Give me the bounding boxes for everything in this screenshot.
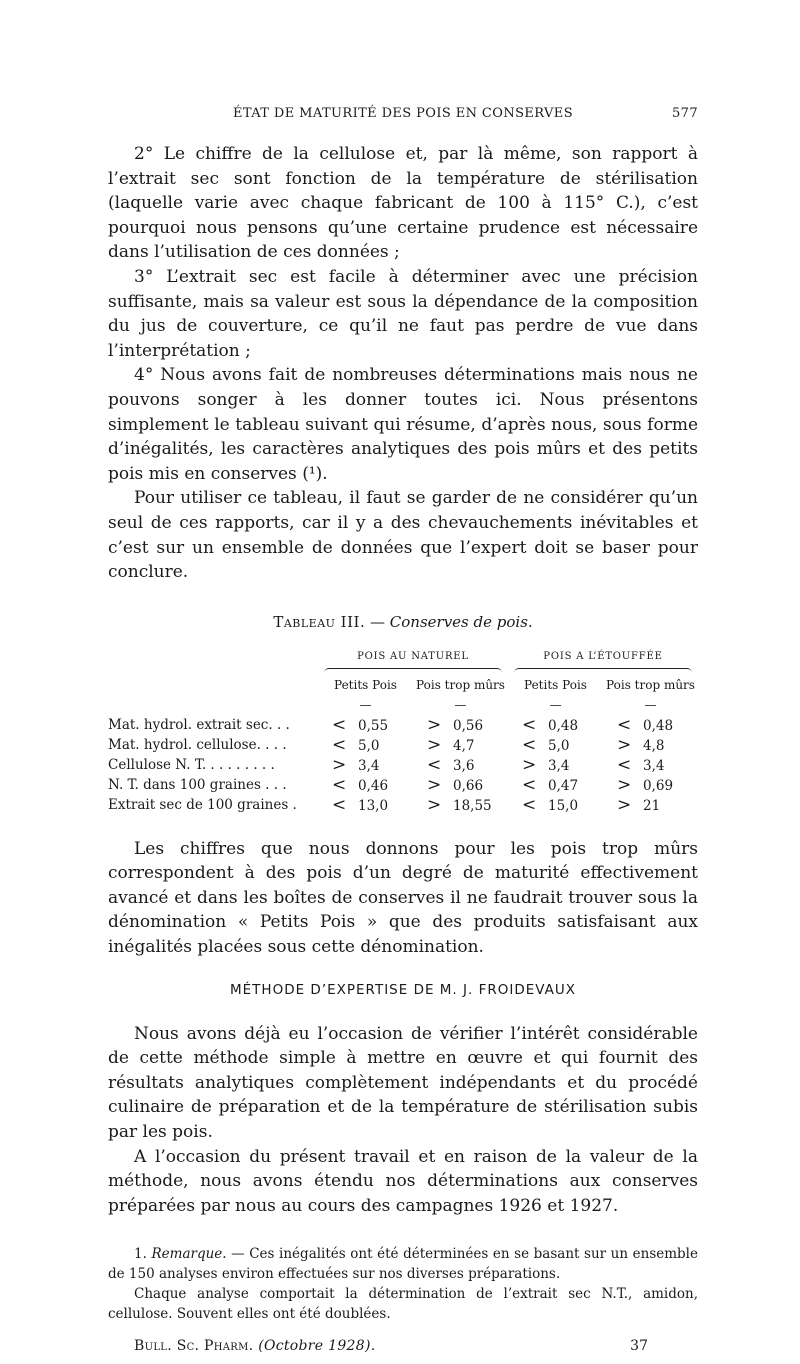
row-label: Mat. hydrol. cellulose. . . . <box>108 736 287 753</box>
table-cell <box>318 775 413 795</box>
inequality-sign: < <box>427 754 442 775</box>
table-cell <box>508 775 603 795</box>
inequality-sign: > <box>427 714 442 735</box>
table-cell <box>318 735 413 755</box>
footnote-label: Remarque. <box>151 1246 227 1263</box>
dash-marker: — <box>454 697 467 712</box>
cell-value: 3,6 <box>453 757 475 774</box>
inequality-sign: > <box>617 794 632 815</box>
table-cell <box>413 715 508 735</box>
cell-value: 5,0 <box>548 737 570 754</box>
inequality-sign: > <box>617 774 632 795</box>
inequality-sign: < <box>522 794 537 815</box>
table-cell <box>508 715 603 735</box>
inequality-sign: > <box>427 734 442 755</box>
table-cell <box>603 715 698 735</box>
inequality-sign: > <box>427 794 442 815</box>
inequality-sign: < <box>522 774 537 795</box>
dash-marker: — <box>359 697 372 712</box>
section-paragraph-1: Nous avons déjà eu l’occasion de vérifier l’intérêt considérable de cette méthode simple à mettre en œuvre et qui fournit des résultats analytiques complètement indépendants et du procédé culinaire de préparation et de la température de stérilisation subis par les pois. <box>108 1023 698 1143</box>
page <box>108 102 698 1364</box>
table-cell <box>603 755 698 775</box>
running-header <box>108 102 698 128</box>
cell-value: 3,4 <box>643 757 665 774</box>
section-title: MÉTHODE D’EXPERTISE DE M. J. FROIDEVAUX <box>230 981 576 998</box>
page-number: 577 <box>671 106 698 121</box>
table-cell <box>413 755 508 775</box>
table-cell <box>318 755 413 775</box>
table-cell <box>413 735 508 755</box>
table-cell <box>318 715 413 735</box>
subheader-petits-pois-naturel: Petits Pois <box>334 677 397 692</box>
cell-value: 0,56 <box>453 717 484 734</box>
cell-value: 4,7 <box>453 737 475 754</box>
table-cell <box>508 735 603 755</box>
footnote-text-1: — Ces inégalités ont été déterminées en se basant sur un ensemble de 150 analyses environ effectuées sur nos diverses préparations. <box>108 1246 698 1283</box>
paragraph-2: 2° Le chiffre de la cellulose et, par là même, son rapport à l’extrait sec sont fonction de la température de stérilisation (laquelle varie avec chaque fabricant de 100 à 115° C.), c’est pourquoi nous pensons qu’une certaine prudence est nécessaire dans l’utilisation de ces données ; <box>108 144 698 263</box>
dash-marker: — <box>549 697 562 712</box>
inequality-sign: < <box>617 754 632 775</box>
cell-value: 3,4 <box>358 757 380 774</box>
paragraph-4: 4° Nous avons fait de nombreuses déterminations mais nous ne pouvons songer à les donner toutes ici. Nous présentons simplement le tableau suivant qui résume, d’après nous, sous forme d’inégalités, les caractères analytiques des pois mûrs et des petits pois mis en conserves (¹). <box>108 365 698 484</box>
cell-value: 0,46 <box>358 777 389 794</box>
footnote-1 <box>108 1244 698 1284</box>
section-paragraph-2: A l’occasion du présent travail et en raison de la valeur de la méthode, nous avons étendu nos déterminations aux conserves préparées par nous au cours des campagnes 1926 et 1927. <box>108 1146 698 1216</box>
table-cell <box>603 775 698 795</box>
inequality-sign: < <box>522 734 537 755</box>
table-cell <box>413 795 508 815</box>
cell-value: 0,48 <box>643 717 674 734</box>
inequality-sign: < <box>332 714 347 735</box>
row-label: Mat. hydrol. extrait sec. . . <box>108 716 290 733</box>
table-iii <box>108 647 698 815</box>
row-label: Cellulose N. T. . . . . . . . . <box>108 756 275 773</box>
group-header-naturel: POIS AU NATUREL <box>357 651 469 663</box>
table-caption-title: Conserves de pois. <box>389 612 533 631</box>
running-title: ÉTAT DE MATURITÉ DES POIS EN CONSERVES <box>232 106 574 121</box>
group-brace-naturel <box>318 667 508 675</box>
cell-value: 21 <box>643 797 661 814</box>
group-brace-etouffee <box>508 667 698 675</box>
table-row <box>108 755 698 775</box>
row-label: N. T. dans 100 graines . . . <box>108 776 287 793</box>
journal-date: (Octobre 1928). <box>258 1338 376 1355</box>
inequality-sign: > <box>617 734 632 755</box>
inequality-sign: < <box>522 714 537 735</box>
page-footer <box>108 1334 698 1364</box>
inequality-sign: < <box>332 774 347 795</box>
journal-reference <box>134 1338 375 1354</box>
inequality-sign: > <box>427 774 442 795</box>
signature-number: 37 <box>630 1338 648 1355</box>
inequality-sign: < <box>332 734 347 755</box>
cell-value: 13,0 <box>358 797 389 814</box>
journal-abbrev: Bull. Sc. Pharm. <box>134 1338 254 1355</box>
cell-value: 0,48 <box>548 717 579 734</box>
inequality-sign: > <box>332 754 347 775</box>
table-row <box>108 715 698 735</box>
table-cell <box>318 795 413 815</box>
cell-value: 18,55 <box>453 797 492 814</box>
subheader-trop-murs-naturel: Pois trop mûrs <box>416 677 505 692</box>
cell-value: 0,55 <box>358 717 389 734</box>
cell-value: 4,8 <box>643 737 665 754</box>
cell-value: 3,4 <box>548 757 570 774</box>
subheader-petits-pois-etouffee: Petits Pois <box>524 677 587 692</box>
cell-value: 0,69 <box>643 777 674 794</box>
cell-value: 0,66 <box>453 777 484 794</box>
table-row <box>108 735 698 755</box>
paragraph-3: 3° L’extrait sec est facile à déterminer avec une précision suffisante, mais sa valeur est sous la dépendance de la composition du jus de couverture, ce qu’il ne faut pas perdre de vue dans l’interprétation ; <box>108 266 698 361</box>
row-label: Extrait sec de 100 graines . <box>108 796 297 813</box>
paragraph-usage: Pour utiliser ce tableau, il faut se garder de ne considérer qu’un seul de ces rapports, car il y a des chevauchements inévitables et c’est sur un ensemble de données que l’expert doit se baser pour conclure. <box>108 488 698 583</box>
footnote-marker: 1. <box>134 1246 147 1263</box>
subheader-trop-murs-etouffee: Pois trop mûrs <box>606 677 695 692</box>
table-caption-label: Tableau III. <box>273 612 366 631</box>
table-caption-sep: — <box>370 612 386 631</box>
table-cell <box>603 735 698 755</box>
dash-marker: — <box>644 697 657 712</box>
table-caption <box>108 613 698 631</box>
inequality-sign: < <box>617 714 632 735</box>
cell-value: 0,47 <box>548 777 579 794</box>
table-cell <box>508 795 603 815</box>
table-row <box>108 775 698 795</box>
paragraph-after-table: Les chiffres que nous donnons pour les pois trop mûrs correspondent à des pois d’un degré de maturité effectivement avancé et dans les boîtes de conserves il ne faudrait trouver sous la dénomination « Petits Pois » que des produits satisfaisant aux inégalités placées sous cette dénomination. <box>108 838 698 958</box>
table-cell <box>603 795 698 815</box>
table-cell <box>508 755 603 775</box>
table-cell <box>413 775 508 795</box>
table-row <box>108 795 698 815</box>
cell-value: 15,0 <box>548 797 579 814</box>
footnote-text-2: Chaque analyse comportait la détermination de l’extrait sec N.T., amidon, cellulose. Souvent elles ont été doublées. <box>108 1286 698 1323</box>
group-header-etouffee: POIS A L’ÉTOUFFÉE <box>543 651 663 663</box>
inequality-sign: < <box>332 794 347 815</box>
inequality-sign: > <box>522 754 537 775</box>
cell-value: 5,0 <box>358 737 380 754</box>
